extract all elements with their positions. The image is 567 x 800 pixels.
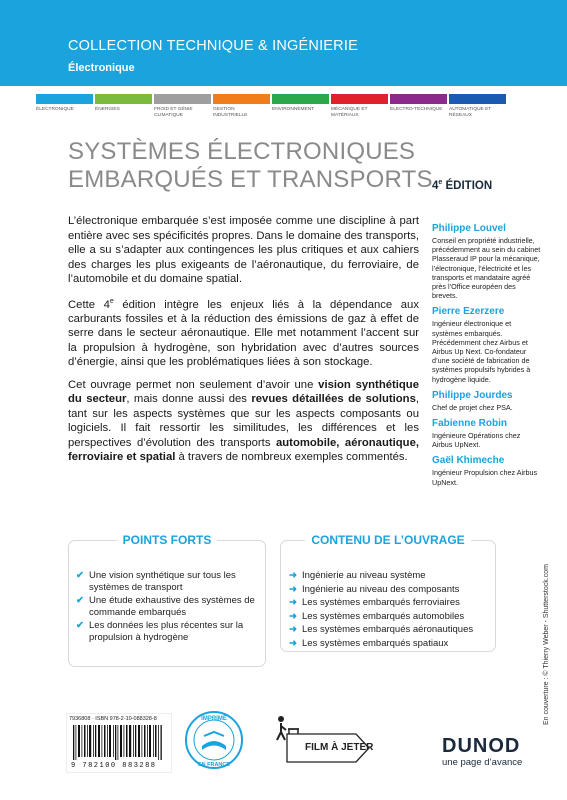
- author-entry: Pierre Ezerzere Ingénieur électronique et systèmes embarqués. Précédemment chez Airbus et Airbus Up Next. Co-fondateur d’une société de fabrication de systèmes propulsifs hybrides à hydrogène liquide.: [432, 306, 531, 384]
- contenu-title: CONTENU DE L’OUVRAGE: [305, 533, 470, 547]
- author-entry: Philippe Jourdes Chef de projet chez PSA.: [432, 389, 513, 412]
- seal-top-text: IMPRIMÉ: [201, 716, 227, 722]
- category-energies: ÉNERGIES: [95, 94, 152, 113]
- collection-title: COLLECTION TECHNIQUE & INGÉNIERIE: [68, 38, 358, 54]
- category-automatique: AUTOMATIQUE ET RÉSEAUX: [449, 94, 506, 118]
- category-electronique: ÉLECTRONIQUE: [36, 94, 93, 113]
- arrow-right-icon: ➜: [289, 624, 297, 636]
- imprime-en-france-seal-icon: [184, 710, 244, 770]
- checkmark-icon: ✔: [76, 595, 84, 607]
- authors-column: [432, 222, 542, 492]
- category-froid: FROID ET GÉNIE CLIMATIQUE: [154, 94, 211, 118]
- isbn-text: 7936808 · ISBN 978-2-10-088328-8: [69, 716, 157, 722]
- category-gestion: GESTION INDUSTRIELLE: [213, 94, 270, 118]
- points-forts-title: POINTS FORTS: [117, 533, 218, 547]
- author-entry: Fabienne Robin Ingénieure Opérations chez Airbus UpNext.: [432, 418, 521, 450]
- arrow-right-icon: ➜: [289, 583, 297, 595]
- checkmark-icon: ✔: [76, 570, 84, 581]
- arrow-right-icon: ➜: [289, 597, 297, 609]
- paragraph-edition: Cette 4e édition intègre les enjeux liés à la dépendance aux carburants fossiles et à la réduction des émissions de gaz à effet de serre dans le secteur aéronautique. Elle met notamment l’accent sur la propulsion à hydrogène, son hybridation avec d’autres sources d’énergie, ainsi que les problématiques liées à son stockage.: [68, 297, 419, 369]
- list-item: ➜ Les systèmes embarqués aéronautiques: [289, 624, 474, 636]
- points-forts-box: [68, 533, 266, 667]
- list-item: ➜ Les systèmes embarqués spatiaux: [289, 637, 449, 649]
- list-item: ➜ Ingénierie au niveau système: [289, 570, 426, 581]
- author-entry: Philippe Louvel Conseil en propriété industrielle, précédemment au sein du cabinet Plasseraud IP pour la mécanique, l’électronique, l’électricité et les transports et mandataire agréé près l’Office européen des brevets.: [432, 223, 541, 301]
- publisher-logo: DUNOD: [442, 735, 521, 757]
- cover-credit: En couverture : © Thierry Weber - Shutterstock.com: [543, 564, 550, 725]
- author-entry: Gaël Khimeche Ingénieur Propulsion chez Airbus UpNext.: [432, 455, 538, 487]
- collection-subtitle: Électronique: [68, 62, 135, 74]
- category-environnement: ENVIRONNEMENT: [272, 94, 329, 113]
- category-mecanique: MÉCANIQUE ET MATÉRIAUX: [331, 94, 388, 118]
- list-item: ➜ Ingénierie au niveau des composants: [289, 583, 460, 595]
- paragraph-intro: L’électronique embarquée s’est imposée comme une discipline à part entière avec ses spécificités propres. Dans le domaine des transports, elle a su s’adapter aux contingences les plus critiques et aux cahiers des charges les plus exigeants de l’aéronautique, du ferroviaire, de l’automobile et du domaine spatial.: [68, 215, 420, 285]
- edition-label: 4e ÉDITION: [432, 179, 493, 192]
- book-title: SYSTÈMES ÉLECTRONIQUES EMBARQUÉS ET TRANSPORTS: [68, 138, 433, 193]
- collection-header: [0, 0, 567, 86]
- list-item: ➜ Les systèmes embarqués automobiles: [289, 610, 465, 622]
- arrow-right-icon: ➜: [289, 610, 297, 622]
- list-item: ✔ Les données les plus récentes sur la propulsion à hydrogène: [76, 620, 244, 643]
- arrow-right-icon: ➜: [289, 570, 297, 581]
- contenu-box: [280, 533, 496, 652]
- publisher-tagline: une page d’avance: [442, 757, 523, 768]
- film-a-jeter-label: FILM À JETER: [305, 742, 374, 753]
- barcode-number: 9 782100 883288: [71, 762, 157, 770]
- arrow-right-icon: ➜: [289, 637, 297, 649]
- seal-bottom-text: EN FRANCE: [197, 762, 231, 768]
- list-item: ✔ Une vision synthétique sur tous les systèmes de transport: [76, 570, 236, 593]
- list-item: ✔ Une étude exhaustive des systèmes de commande embarqués: [76, 595, 255, 618]
- back-cover-text: [68, 214, 419, 473]
- barcode: [66, 713, 172, 773]
- category-electrotechnique: ÉLECTRO-TECHNIQUE: [390, 94, 447, 113]
- checkmark-icon: ✔: [76, 620, 84, 632]
- list-item: ➜ Les systèmes embarqués ferroviaires: [289, 597, 460, 609]
- paragraph-scope: Cet ouvrage permet non seulement d’avoir une vision synthétique du secteur, mais donne aussi des revues détaillées de solutions, tant sur les aspects systèmes que sur les aspects composants ou logiciels. Il fait ressortir les similitudes, les différences et les perspectives d’évolution des transports automobile, aéronautique, ferroviaire et spatial à travers de nombreux exemples commentés.: [68, 378, 419, 464]
